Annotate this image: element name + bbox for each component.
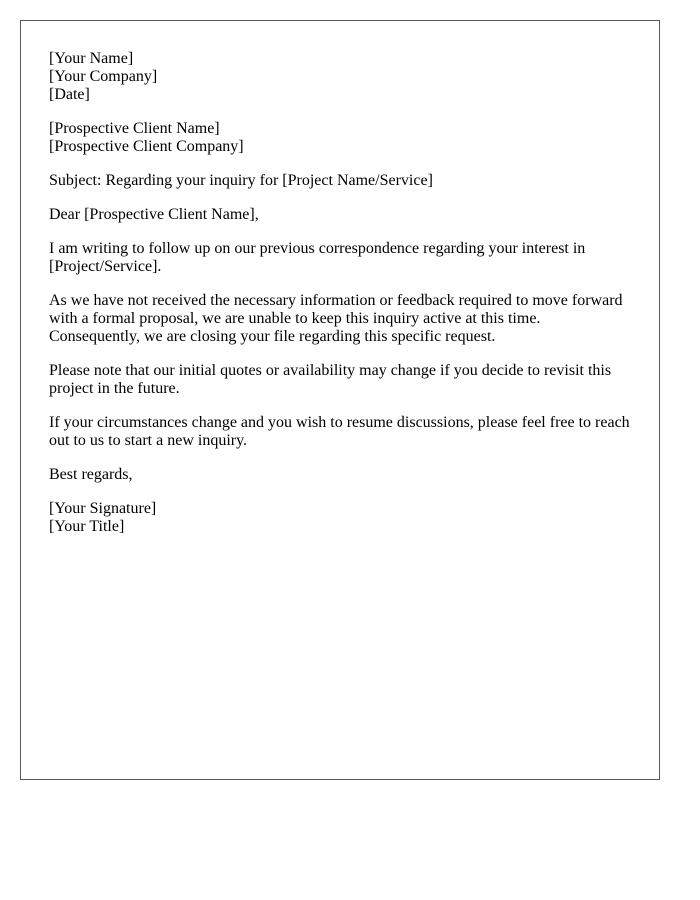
sender-company: [Your Company] [49,68,158,85]
salutation: Dear [Prospective Client Name], [49,206,259,223]
signature-block [49,500,631,536]
letter-date: [Date] [49,86,90,103]
body-paragraph-1: I am writing to follow up on our previous correspondence regarding your interest in [Project/Service]. [49,240,586,275]
subject-line: Subject: Regarding your inquiry for [Project Name/Service] [49,172,433,189]
closing: Best regards, [49,466,133,483]
signer-title: [Your Title] [49,518,125,535]
recipient-company: [Prospective Client Company] [49,138,244,155]
sender-block [49,50,631,104]
recipient-name: [Prospective Client Name] [49,120,220,137]
letter-page [20,20,660,780]
signature: [Your Signature] [49,500,157,517]
body-paragraph-4: If your circumstances change and you wish to resume discussions, please feel free to reach out to us to start a new inquiry. [49,414,630,449]
sender-name: [Your Name] [49,50,134,67]
body-paragraph-3: Please note that our initial quotes or availability may change if you decide to revisit this project in the future. [49,362,612,397]
body-paragraph-2: As we have not received the necessary information or feedback required to move forward with a formal proposal, we are unable to keep this inquiry active at this time. Consequently, we are closing your file regarding this specific request. [49,292,623,345]
recipient-block [49,120,631,156]
